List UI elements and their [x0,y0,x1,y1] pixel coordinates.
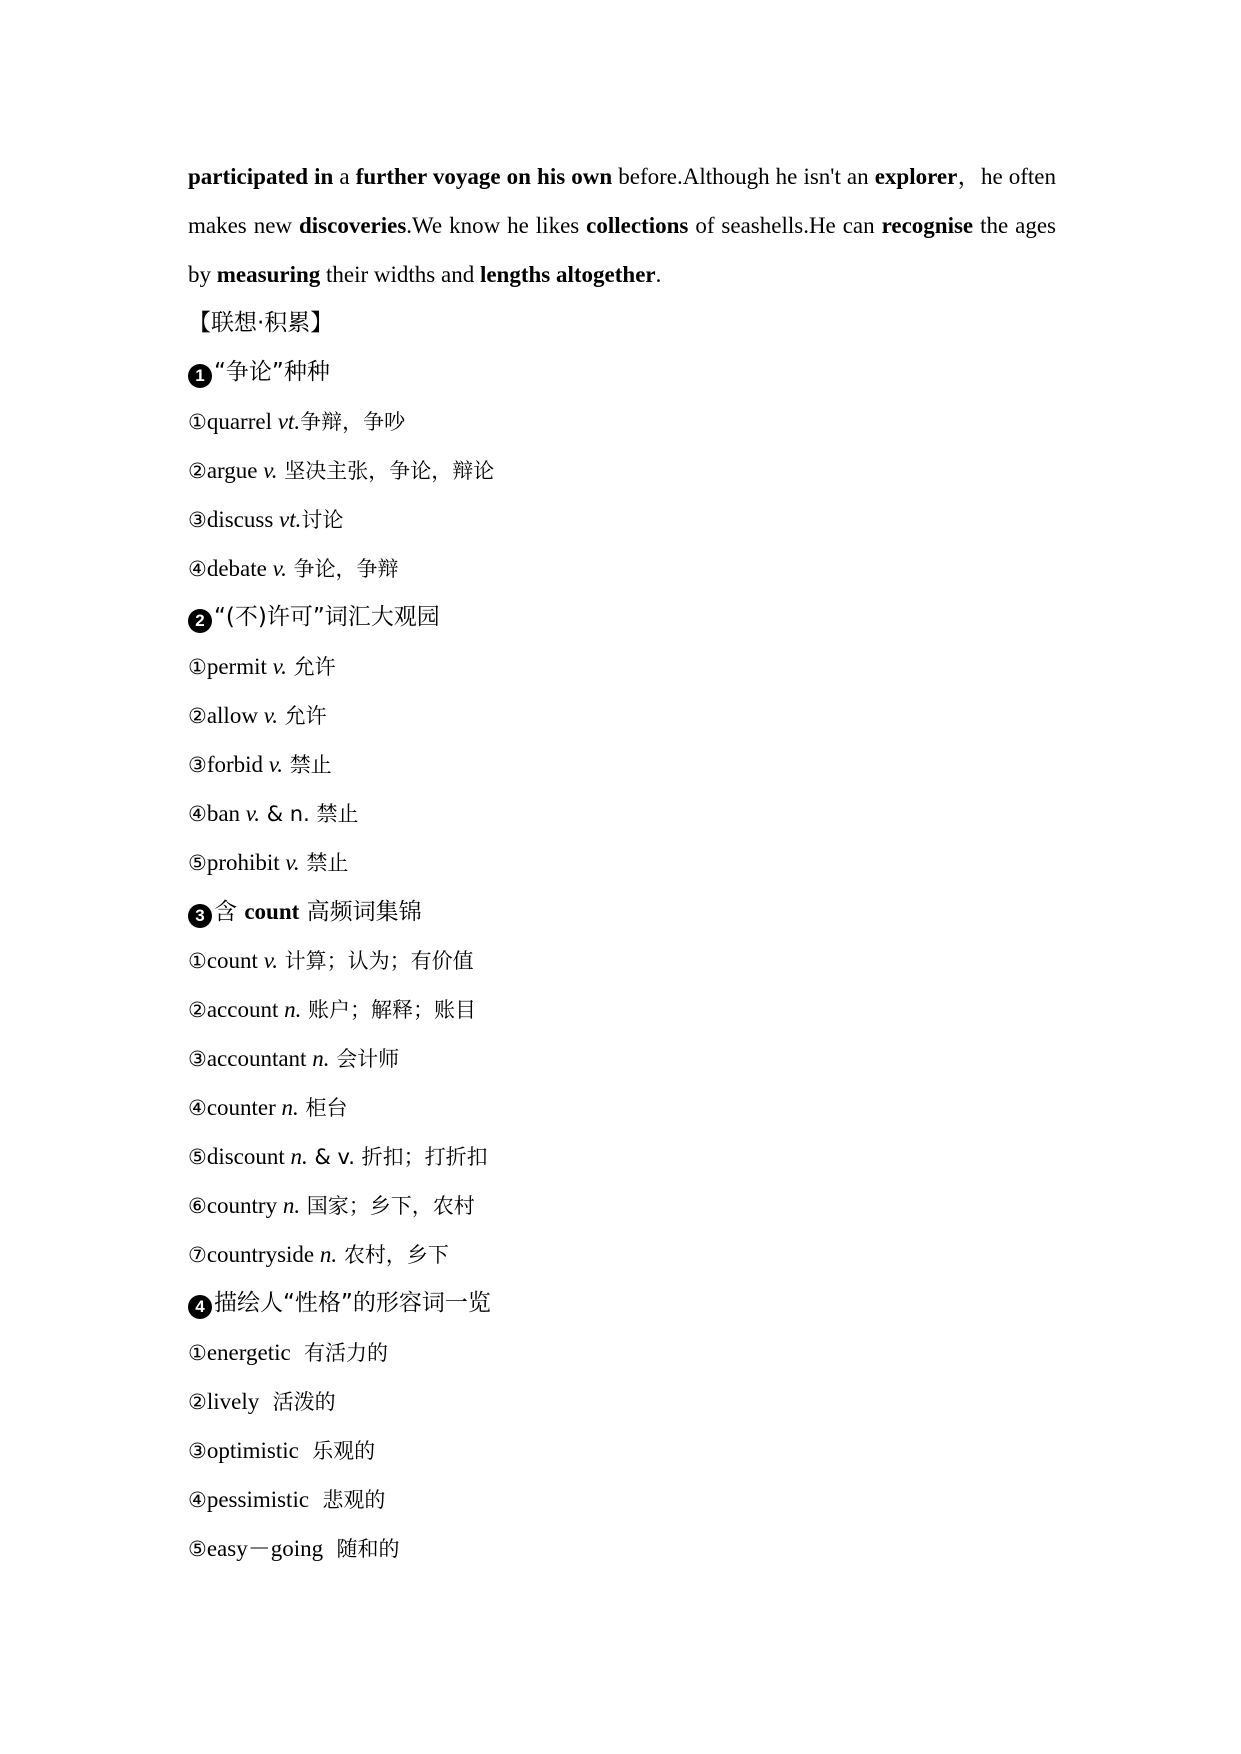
vocab-meaning: & v. 折扣；打折扣 [307,1145,488,1169]
item-marker: ⑤ [188,851,207,875]
vocab-item [188,985,1056,1034]
vocab-word: allow [206,703,258,728]
item-marker: ④ [188,1096,207,1120]
vocab-item [188,1083,1056,1132]
vocab-meaning: & n. 禁止 [260,802,359,826]
page-content [188,152,1056,1573]
group-heading [188,1279,1056,1328]
vocabulary-groups [188,348,1056,1573]
item-marker: ② [188,459,207,483]
vocab-item [188,1034,1056,1083]
vocab-meaning: 国家；乡下，农村 [300,1194,475,1218]
vocab-item [188,789,1056,838]
vocab-meaning: 有活力的 [290,1341,389,1365]
vocab-item [188,740,1056,789]
vocab-word: accountant [206,1046,307,1071]
vocab-word: count [206,948,258,973]
vocab-item [188,691,1056,740]
item-marker: ① [188,655,207,679]
item-marker: ② [188,1390,207,1414]
vocab-meaning: 会计师 [329,1047,400,1071]
vocab-item [188,1181,1056,1230]
vocab-meaning: 随和的 [323,1537,400,1561]
item-marker: ① [188,949,207,973]
text-run: before.Although he isn't an [612,164,875,189]
vocab-meaning: 活泼的 [259,1390,336,1414]
item-marker: ③ [188,1047,207,1071]
vocab-item [188,838,1056,887]
vocab-item [188,1230,1056,1279]
bold-phrase: lengths altogether [479,262,656,287]
text-run: the ages by [188,213,1057,287]
vocab-word: prohibit [206,850,280,875]
vocab-item [188,544,1056,593]
part-of-speech: n. [281,1095,299,1120]
item-marker: ③ [188,753,207,777]
item-marker: ④ [188,802,207,826]
vocab-meaning: 禁止 [283,753,332,777]
vocab-meaning: 计算；认为；有价值 [277,949,474,973]
vocab-word: discuss [206,507,274,532]
part-of-speech: n. [312,1046,330,1071]
vocab-word: countryside [206,1242,315,1267]
part-of-speech: n. [282,1193,301,1218]
bold-phrase: collections [586,213,689,238]
vocab-word: argue [206,458,258,483]
vocab-word: country [206,1193,278,1218]
section-title: 【联想·积累】 [188,310,334,336]
vocab-item [188,446,1056,495]
part-of-speech: v. [263,703,278,728]
part-of-speech: vt. [279,507,302,532]
part-of-speech: v. [272,556,287,581]
group-heading [188,887,1056,936]
vocab-item [188,397,1056,446]
item-marker: ④ [188,557,207,581]
vocab-meaning: 账户；解释；账目 [301,998,477,1022]
vocab-item [188,1328,1056,1377]
vocab-word: easy－going [206,1536,324,1561]
vocab-meaning: 讨论 [301,508,344,532]
text-run: .We know he likes [406,213,587,238]
vocab-word: account [206,997,279,1022]
bold-phrase: recognise [881,213,974,238]
vocab-meaning: 农村，乡下 [337,1243,449,1267]
group-title-keyword: count [244,899,300,924]
part-of-speech: n. [319,1242,338,1267]
vocab-meaning: 乐观的 [298,1439,376,1463]
vocab-word: quarrel [206,409,272,434]
bold-phrase: measuring [216,262,321,287]
item-marker: ⑤ [188,1537,207,1561]
vocab-meaning: 柜台 [298,1096,348,1120]
vocab-word: ban [206,801,241,826]
item-marker: ⑥ [188,1194,207,1218]
part-of-speech: n. [290,1144,308,1169]
vocab-meaning: 争辩，争吵 [300,410,406,434]
item-marker: ③ [188,508,207,532]
vocab-item [188,495,1056,544]
text-run: of seashells.He can [688,213,882,238]
vocab-item [188,642,1056,691]
group-title-suffix: 高频词集锦 [299,899,422,925]
vocab-word: debate [206,556,267,581]
vocab-item [188,1132,1056,1181]
part-of-speech: v. [272,654,287,679]
vocab-word: pessimistic [206,1487,310,1512]
item-marker: ③ [188,1439,207,1463]
vocab-meaning: 争论，争辩 [286,557,399,581]
bold-phrase: discoveries [298,213,407,238]
item-marker: ① [188,1341,207,1365]
group-number-badge: 1 [188,364,212,388]
group-heading [188,348,1056,397]
bold-phrase: further voyage on his own [355,164,613,189]
vocab-item [188,1426,1056,1475]
text-run: . [655,262,662,287]
item-marker: ② [188,704,207,728]
group-number-badge: 2 [188,609,212,633]
vocab-word: counter [206,1095,276,1120]
text-run: ，he often makes new [188,164,1056,238]
vocab-item [188,936,1056,985]
vocab-item [188,1377,1056,1426]
part-of-speech: v. [263,458,278,483]
vocab-meaning: 悲观的 [309,1488,386,1512]
bold-phrase: explorer [874,164,958,189]
group-number-badge: 4 [188,1295,212,1319]
text-run: a [333,164,356,189]
group-heading [188,593,1056,642]
part-of-speech: v. [245,801,261,826]
vocab-word: permit [206,654,267,679]
text-run: their widths and [320,262,480,287]
vocab-word: forbid [206,752,264,777]
vocab-item [188,1524,1056,1573]
part-of-speech: n. [284,997,302,1022]
vocab-word: energetic [206,1340,291,1365]
group-title: “(不)许可”词汇大观园 [214,604,440,630]
vocab-word: lively [206,1389,260,1414]
group-number-badge: 3 [188,904,212,928]
item-marker: ⑦ [188,1243,207,1267]
part-of-speech: vt. [277,409,301,434]
group-title: 描绘人“性格”的形容词一览 [214,1290,491,1316]
vocab-meaning: 坚决主张，争论，辩论 [277,459,495,483]
item-marker: ④ [188,1488,207,1512]
group-title: “争论”种种 [214,359,330,385]
item-marker: ② [188,998,207,1022]
item-marker: ① [188,410,207,434]
part-of-speech: v. [268,752,284,777]
vocab-item [188,1475,1056,1524]
bold-phrase: participated in [188,164,334,189]
part-of-speech: v. [263,948,278,973]
vocab-word: discount [206,1144,285,1169]
group-title: 含 [214,899,245,925]
vocab-meaning: 禁止 [299,851,349,875]
vocab-meaning: 允许 [277,704,327,728]
intro-paragraph [188,152,1056,299]
vocab-word: optimistic [206,1438,299,1463]
part-of-speech: v. [285,850,300,875]
vocab-meaning: 允许 [286,655,336,679]
item-marker: ⑤ [188,1145,207,1169]
